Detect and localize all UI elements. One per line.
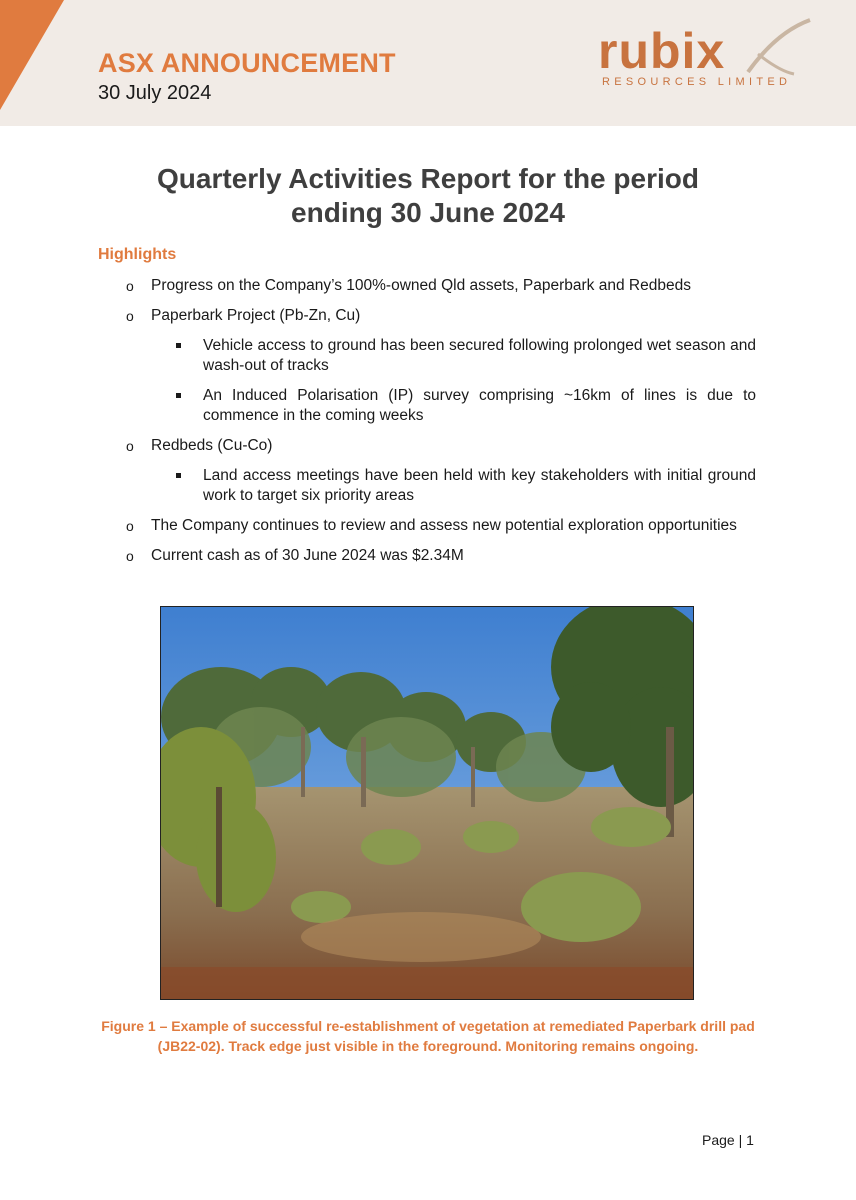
- list-item-text: The Company continues to review and assess new potential exploration opportunities: [151, 517, 737, 534]
- vegetation-photo-illustration: [161, 607, 693, 999]
- square-bullet-icon: [176, 393, 181, 398]
- figure-caption: Figure 1 – Example of successful re-establishment of vegetation at remediated Paperbark drill pad (JB22-02). Track edge just visible in the foreground. Monitoring remains ongoing.: [101, 1018, 755, 1054]
- company-logo: [598, 14, 828, 94]
- announcement-date: 30 July 2024: [98, 82, 212, 104]
- sub-list-item-text: An Induced Polarisation (IP) survey comprising ~16km of lines is due to commence in the coming weeks: [203, 387, 756, 424]
- logo-wordmark: rubix: [598, 23, 726, 79]
- circle-bullet-icon: o: [126, 548, 134, 564]
- document-title-line-1: Quarterly Activities Report for the period: [157, 163, 699, 194]
- square-bullet-icon: [176, 343, 181, 348]
- list-item-text: Redbeds (Cu-Co): [151, 437, 273, 454]
- announcement-label: ASX ANNOUNCEMENT: [98, 48, 396, 78]
- highlights-heading: Highlights: [98, 246, 177, 263]
- figure-photo: [160, 606, 694, 1000]
- logo-subtitle: RESOURCES LIMITED: [602, 76, 792, 88]
- list-item-text: Current cash as of 30 June 2024 was $2.34M: [151, 547, 464, 564]
- header-band: [0, 0, 856, 126]
- document-title-line-2: ending 30 June 2024: [291, 197, 565, 228]
- circle-bullet-icon: o: [126, 438, 134, 454]
- list-item-text: Progress on the Company’s 100%-owned Qld assets, Paperbark and Redbeds: [151, 277, 691, 294]
- page-number: Page | 1: [702, 1132, 754, 1148]
- header-accent-triangle: [0, 0, 64, 110]
- list-item-text: Paperbark Project (Pb-Zn, Cu): [151, 307, 361, 324]
- sub-list-item-text: Vehicle access to ground has been secured following prolonged wet season and wash-out of tracks: [203, 337, 756, 374]
- sub-list-item-text: Land access meetings have been held with key stakeholders with initial ground work to target six priority areas: [203, 467, 756, 504]
- document-title: [0, 162, 856, 230]
- square-bullet-icon: [176, 473, 181, 478]
- circle-bullet-icon: o: [126, 308, 134, 324]
- circle-bullet-icon: o: [126, 518, 134, 534]
- circle-bullet-icon: o: [126, 278, 134, 294]
